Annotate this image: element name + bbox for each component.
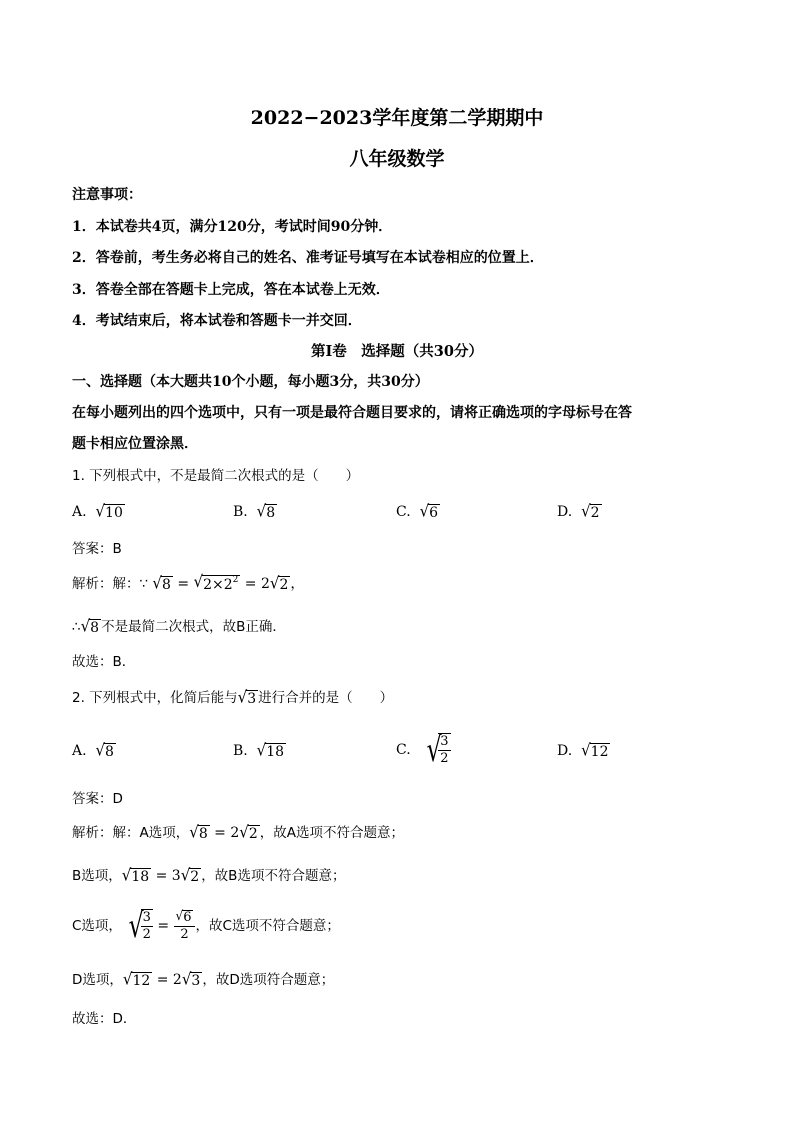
q1-option-c (396, 502, 440, 522)
q2-answer: 答案：D (72, 791, 123, 807)
sqrt-symbol: √ $2\times 2^2$ (193, 572, 239, 593)
q2-option-c (396, 730, 451, 770)
note-item-2: 2．答卷前，考生务必将自己的姓名、准考证号填写在本试卷相应的位置上． (72, 250, 544, 266)
sqrt-symbol: √ 12 (581, 739, 609, 760)
option-letter: D. (557, 504, 573, 520)
section-title: 第Ⅰ卷 选择题（共30分） (311, 343, 483, 360)
q2-stem: 2. 下列根式中，化简后能与 √ 3 进行合并的是（ ） (72, 686, 394, 707)
note-item-3: 3．答卷全部在答题卡上完成，答在本试卷上无效． (72, 282, 390, 298)
option-letter: C. (396, 742, 411, 758)
sqrt-symbol: √ 2 (239, 821, 258, 842)
sqrt-symbol: √ 10 (95, 500, 123, 521)
q1-analysis-line-2: ∴ √ 8 不是最简二次根式，故B正确． (72, 615, 286, 636)
fraction: √ 6 2 (174, 910, 196, 943)
radicand: 18 (266, 743, 285, 760)
sqrt-symbol: √ 8 (152, 572, 171, 593)
sqrt-symbol: √ 2 (269, 572, 289, 593)
q2-analysis-line-b: B选项， √ 18 = 3 √ 2 ，故B选项不符合题意； (72, 864, 346, 885)
sqrt-fraction: √ $\frac{3}{2}$ (426, 730, 449, 770)
part-heading: 一、选择题（本大题共10个小题，每小题3分，共30分） (72, 374, 429, 390)
sqrt-symbol: √ 2 (180, 864, 200, 885)
q2-conclusion: 故选：D． (72, 1011, 137, 1027)
note-item-4: 4．考试结束后，将本试卷和答题卡一并交回． (72, 313, 362, 329)
q1-answer: 答案：B (72, 541, 122, 557)
note-item-1: 1．本试卷共4页，满分120分，考试时间90分钟． (72, 219, 393, 235)
sqrt-symbol: √ 2 (581, 500, 600, 521)
sqrt-symbol: √ 8 (256, 500, 276, 521)
q1-option-a (72, 502, 125, 522)
option-letter: A. (72, 504, 87, 520)
option-letter: B. (233, 743, 248, 759)
exam-subtitle: 八年级数学 (349, 148, 445, 170)
sqrt-symbol: √ 18 (256, 739, 285, 760)
exam-title: 2022−2023学年度第二学期期中 (250, 107, 544, 129)
radicand: 8 (266, 504, 276, 521)
sqrt-symbol: √ 12 (122, 968, 151, 989)
q1-option-d (557, 502, 602, 522)
q1-stem: 1. 下列根式中，不是最简二次根式的是（ ） (72, 468, 360, 484)
instruction-line-1: 在每小题列出的四个选项中，只有一项是最符合题目要求的，请将正确选项的字母标号在答 (72, 405, 632, 421)
q2-option-a (72, 741, 116, 761)
sqrt-symbol: √ 18 (121, 864, 150, 885)
radicand: 12 (590, 743, 609, 760)
sqrt-symbol: √ 3 (237, 686, 257, 707)
sqrt-fraction: √ $\frac{3}{2}$ (128, 906, 151, 946)
option-letter: A. (72, 743, 87, 759)
sqrt-symbol: √ 8 (95, 739, 114, 760)
radicand: 10 (105, 504, 123, 521)
notes-heading: 注意事项： (72, 187, 142, 203)
q2-option-d (557, 741, 610, 761)
q1-conclusion: 故选：B． (72, 654, 136, 670)
instruction-line-2: 题卡相应位置涂黑． (72, 436, 198, 452)
sqrt-symbol: √ 8 (80, 615, 100, 636)
q2-analysis-line-a: 解析：解：A选项， √ 8 = 2 √ 2 ，故A选项不符合题意； (72, 821, 405, 842)
sqrt-symbol: √ 8 (189, 821, 208, 842)
q2-analysis-line-d: D选项， √ 12 = 2 √ 3 ，故D选项符合题意； (72, 968, 335, 989)
sqrt-symbol: √ 3 (181, 968, 201, 989)
q2-option-b (233, 741, 286, 761)
radicand: 8 (105, 743, 114, 760)
option-letter: C. (396, 504, 411, 520)
q1-analysis-line-1: 解析：解：∵ √ 8 = √ $2\times 2^2$ = 2 √ 2 ， (72, 572, 305, 593)
option-letter: D. (557, 743, 573, 759)
radicand: 6 (429, 504, 439, 521)
sqrt-symbol: √ 6 (419, 500, 439, 521)
radicand: 2 (590, 504, 600, 521)
option-letter: B. (233, 504, 248, 520)
q2-analysis-line-c: C选项， √ $\frac{3}{2}$ = √ 6 2 ，故C选项不符合题意； (72, 906, 340, 946)
sqrt-symbol: √ (128, 906, 144, 946)
sqrt-symbol: √ (426, 730, 442, 770)
q1-option-b (233, 502, 277, 522)
